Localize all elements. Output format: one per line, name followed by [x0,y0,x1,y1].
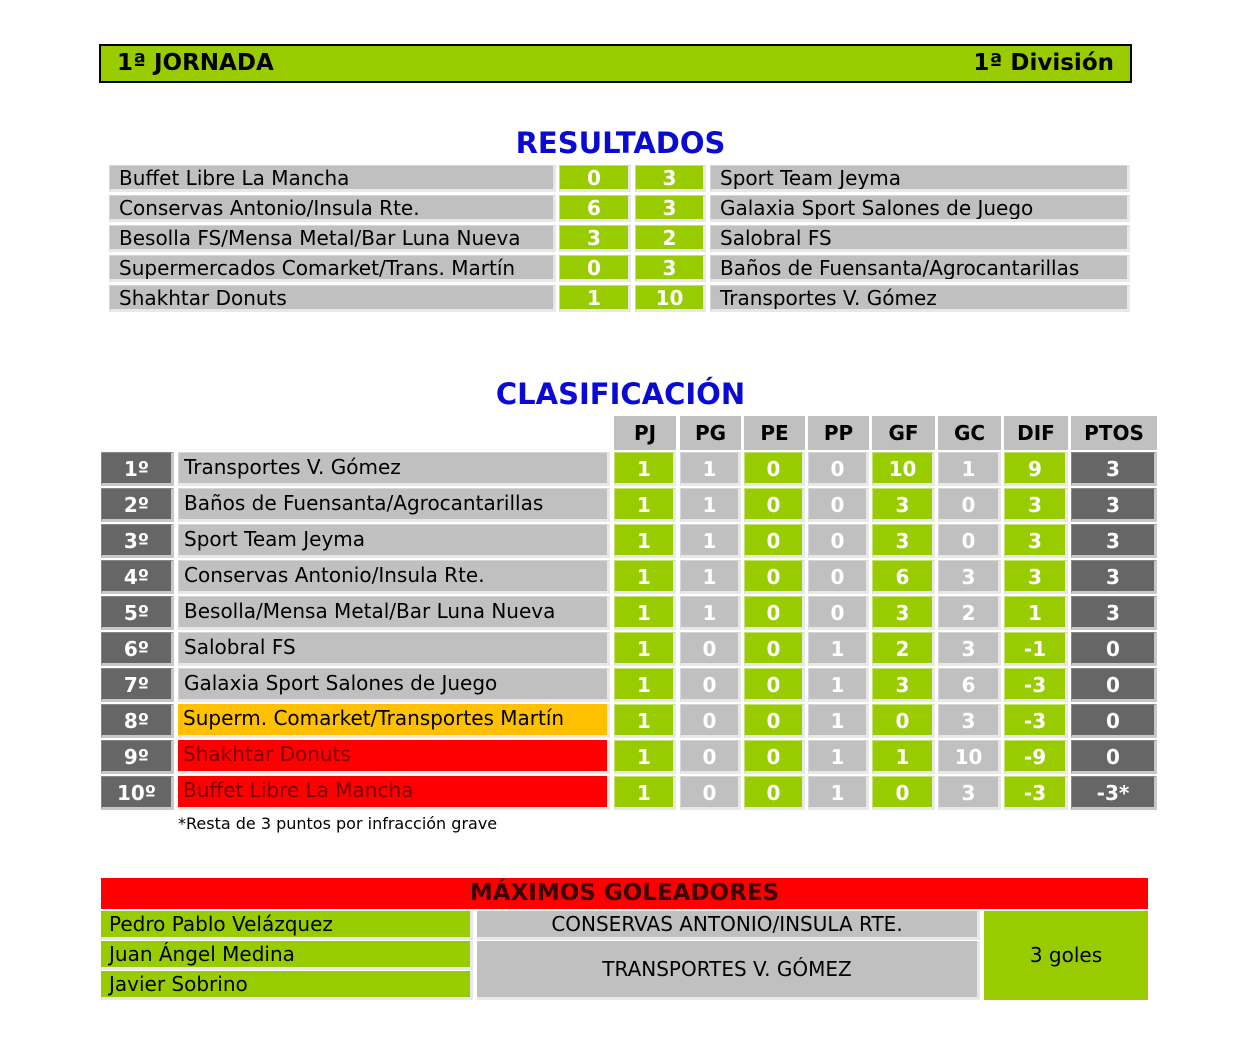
scorer-team: TRANSPORTES V. GÓMEZ [477,941,980,1000]
home-goals: 6 [559,195,631,222]
away-goals: 10 [635,285,706,312]
scorer-name: Juan Ángel Medina [101,941,473,970]
away-goals: 3 [635,255,706,282]
stat-pe: 0 [744,596,805,630]
scorer-goals: 3 goles [984,911,1148,1000]
stat-ptos: 3 [1071,596,1157,630]
stat-pp: 1 [808,704,869,738]
position-badge: 10º [101,776,174,810]
column-header: PG [680,416,741,450]
stat-pj: 1 [614,668,676,702]
stat-gf: 1 [872,740,935,774]
stat-pe: 0 [744,740,805,774]
stat-dif: -3 [1004,704,1068,738]
stat-dif: 3 [1004,560,1068,594]
stat-pp: 0 [808,488,869,522]
stat-gf: 3 [872,488,935,522]
stat-pp: 0 [808,452,869,486]
stat-gc: 2 [938,596,1001,630]
position-badge: 7º [101,668,174,702]
stat-dif: -3 [1004,776,1068,810]
stat-pg: 1 [680,488,741,522]
stat-ptos: -3* [1071,776,1157,810]
home-goals: 3 [559,225,631,252]
stat-ptos: 0 [1071,668,1157,702]
stat-gc: 1 [938,452,1001,486]
scorers-title: MÁXIMOS GOLEADORES [101,878,1148,909]
stat-ptos: 3 [1071,560,1157,594]
stat-gf: 0 [872,776,935,810]
stat-pe: 0 [744,452,805,486]
team-name: Besolla/Mensa Metal/Bar Luna Nueva [178,596,610,630]
stat-pe: 0 [744,632,805,666]
round-label: 1ª JORNADA [117,50,274,76]
home-goals: 0 [559,255,631,282]
stat-gf: 3 [872,596,935,630]
away-goals: 3 [635,195,706,222]
stat-pg: 1 [680,524,741,558]
home-goals: 0 [559,165,631,192]
team-name: Conservas Antonio/Insula Rte. [178,560,610,594]
stat-gf: 2 [872,632,935,666]
stat-pe: 0 [744,560,805,594]
stat-pp: 1 [808,740,869,774]
team-name: Sport Team Jeyma [178,524,610,558]
stat-gc: 0 [938,524,1001,558]
stat-pp: 0 [808,596,869,630]
stat-dif: 9 [1004,452,1068,486]
team-name: Baños de Fuensanta/Agrocantarillas [178,488,610,522]
stat-gf: 10 [872,452,935,486]
stat-pe: 0 [744,524,805,558]
stat-pg: 0 [680,704,741,738]
team-name: Buffet Libre La Mancha [178,776,610,810]
away-team: Galaxia Sport Salones de Juego [710,195,1130,222]
stat-pe: 0 [744,488,805,522]
stat-gf: 6 [872,560,935,594]
home-team: Supermercados Comarket/Trans. Martín [109,255,556,282]
stat-pj: 1 [614,524,676,558]
stat-ptos: 0 [1071,632,1157,666]
stat-ptos: 0 [1071,704,1157,738]
stat-dif: -9 [1004,740,1068,774]
column-header: PJ [614,416,676,450]
away-goals: 2 [635,225,706,252]
standings-title: CLASIFICACIÓN [495,377,746,411]
stat-pp: 1 [808,776,869,810]
stat-dif: 1 [1004,596,1068,630]
away-team: Baños de Fuensanta/Agrocantarillas [710,255,1130,282]
stat-pg: 1 [680,560,741,594]
round-header [99,44,1132,83]
stat-gc: 0 [938,488,1001,522]
stat-ptos: 0 [1071,740,1157,774]
stat-pe: 0 [744,776,805,810]
home-team: Buffet Libre La Mancha [109,165,556,192]
stat-gf: 3 [872,668,935,702]
stat-gc: 3 [938,560,1001,594]
stat-pg: 0 [680,740,741,774]
stat-dif: -1 [1004,632,1068,666]
away-goals: 3 [635,165,706,192]
team-name: Transportes V. Gómez [178,452,610,486]
home-goals: 1 [559,285,631,312]
stat-pj: 1 [614,452,676,486]
scorer-name: Javier Sobrino [101,971,473,1000]
away-team: Transportes V. Gómez [710,285,1130,312]
stat-gf: 0 [872,704,935,738]
column-header: PP [808,416,869,450]
stat-gc: 3 [938,704,1001,738]
stat-pj: 1 [614,560,676,594]
position-badge: 2º [101,488,174,522]
stat-pg: 1 [680,452,741,486]
away-team: Salobral FS [710,225,1130,252]
position-badge: 1º [101,452,174,486]
position-badge: 8º [101,704,174,738]
standings-note: *Resta de 3 puntos por infracción grave [178,814,498,833]
position-badge: 3º [101,524,174,558]
stat-pp: 1 [808,632,869,666]
column-header: PE [744,416,805,450]
stat-ptos: 3 [1071,452,1157,486]
team-name: Shakhtar Donuts [178,740,610,774]
home-team: Besolla FS/Mensa Metal/Bar Luna Nueva [109,225,556,252]
stat-pp: 0 [808,524,869,558]
position-badge: 9º [101,740,174,774]
scorer-name: Pedro Pablo Velázquez [101,911,473,940]
stat-pg: 0 [680,776,741,810]
stat-pp: 1 [808,668,869,702]
stat-pg: 0 [680,668,741,702]
stat-gc: 3 [938,632,1001,666]
position-badge: 4º [101,560,174,594]
stat-dif: 3 [1004,488,1068,522]
stat-gc: 10 [938,740,1001,774]
results-title: RESULTADOS [515,126,726,160]
home-team: Conservas Antonio/Insula Rte. [109,195,556,222]
team-name: Salobral FS [178,632,610,666]
stat-gc: 6 [938,668,1001,702]
away-team: Sport Team Jeyma [710,165,1130,192]
stat-gc: 3 [938,776,1001,810]
stat-dif: -3 [1004,668,1068,702]
position-badge: 6º [101,632,174,666]
stat-pj: 1 [614,704,676,738]
scorer-team: CONSERVAS ANTONIO/INSULA RTE. [477,911,980,940]
stat-gf: 3 [872,524,935,558]
stat-ptos: 3 [1071,524,1157,558]
stat-pj: 1 [614,488,676,522]
stat-ptos: 3 [1071,488,1157,522]
stat-pe: 0 [744,668,805,702]
stat-pe: 0 [744,704,805,738]
stat-pj: 1 [614,596,676,630]
stat-pg: 0 [680,632,741,666]
stat-pj: 1 [614,776,676,810]
stat-pj: 1 [614,632,676,666]
column-header: PTOS [1071,416,1157,450]
home-team: Shakhtar Donuts [109,285,556,312]
stat-pj: 1 [614,740,676,774]
column-header: GC [938,416,1001,450]
column-header: GF [872,416,935,450]
team-name: Galaxia Sport Salones de Juego [178,668,610,702]
stat-pp: 0 [808,560,869,594]
position-badge: 5º [101,596,174,630]
stat-pg: 1 [680,596,741,630]
column-header: DIF [1004,416,1068,450]
division-label: 1ª División [973,50,1114,76]
stat-dif: 3 [1004,524,1068,558]
team-name: Superm. Comarket/Transportes Martín [178,704,610,738]
